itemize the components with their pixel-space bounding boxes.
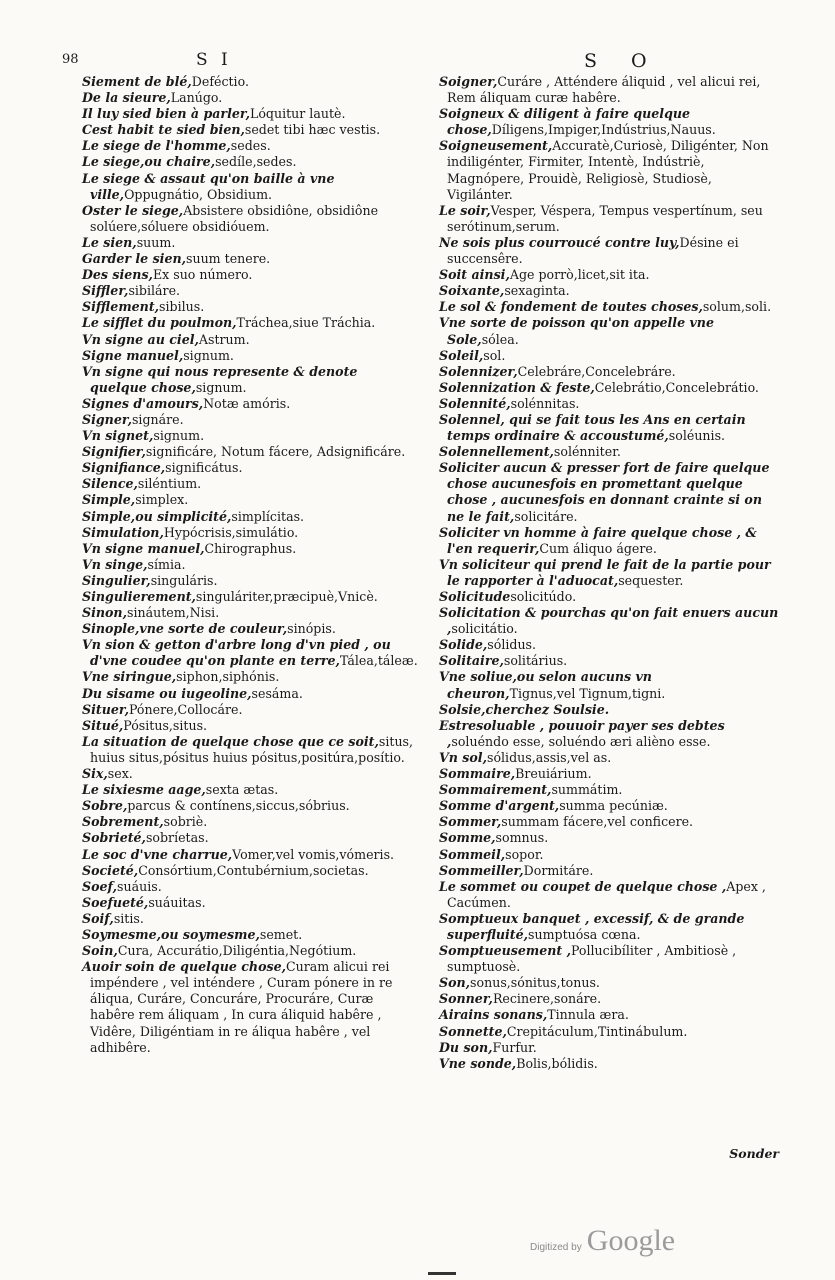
- latin-gloss: sólidus.: [487, 637, 537, 653]
- latin-gloss: sobriè.: [163, 814, 208, 830]
- dictionary-entry: [439, 830, 779, 846]
- latin-gloss: Tignus,vel Tignum,tigni.: [509, 685, 666, 701]
- french-headword: Sommeil,: [439, 846, 506, 862]
- latin-gloss: summátim.: [551, 782, 623, 798]
- latin-gloss: signum.: [195, 379, 247, 395]
- french-headword: Solide,: [439, 637, 488, 653]
- french-headword: Soigneux & diligent à faire quelque chose,: [439, 106, 691, 138]
- dictionary-entry: [82, 203, 418, 235]
- latin-gloss: siphon,siphónis.: [176, 669, 280, 685]
- dictionary-entry: [439, 750, 779, 766]
- latin-gloss: soléunis.: [668, 428, 726, 444]
- latin-gloss: sólidus,assis,vel as.: [486, 749, 612, 765]
- french-headword: Soit ainsi,: [439, 267, 510, 283]
- dictionary-entry: [439, 557, 779, 589]
- french-headword: Vn sol,: [439, 749, 487, 765]
- latin-gloss: summa pecúniæ.: [559, 798, 668, 814]
- french-headword: Signe manuel,: [82, 347, 184, 363]
- latin-gloss: Accuratè,Curiosè, Diligénter, Non indiligénter, Firmiter, Intentè, Indústriè, Magnópere, Prouidè, Religiosè, Studiosè, Vigilánter.: [447, 138, 769, 202]
- french-headword: Le sifflet du poulmon,: [82, 315, 237, 331]
- french-headword: La situation de quelque chose que ce soit,: [82, 733, 379, 749]
- latin-gloss: Ex suo número.: [152, 267, 253, 283]
- latin-gloss: Pollucibíliter , Ambitiosè , sumptuosè.: [447, 943, 737, 975]
- latin-gloss: sonus,sónitus,tonus.: [470, 975, 600, 991]
- french-headword: Sifflement,: [82, 299, 160, 315]
- french-headword: Six,: [82, 766, 108, 782]
- dictionary-entry: [82, 283, 418, 299]
- latin-gloss: semet.: [259, 926, 303, 942]
- dictionary-entry: [82, 589, 418, 605]
- dictionary-entry: [82, 702, 418, 718]
- latin-gloss: Tinnula æra.: [547, 1007, 629, 1023]
- french-headword: Vne sonde,: [439, 1055, 517, 1071]
- latin-gloss: Désine ei succensêre.: [447, 234, 739, 267]
- dictionary-entry: [82, 364, 418, 396]
- dictionary-entry: [439, 364, 779, 380]
- french-headword: Soin,: [82, 943, 118, 959]
- french-headword: Situé,: [82, 717, 124, 733]
- digitized-watermark: [530, 1224, 675, 1258]
- latin-gloss: Furfur.: [492, 1039, 537, 1055]
- dictionary-entry: [82, 766, 418, 782]
- french-headword: Sobrement,: [82, 814, 164, 830]
- french-headword: Vn singe,: [82, 556, 148, 572]
- dictionary-entry: [82, 348, 418, 364]
- latin-gloss: sumptuósa cœna.: [528, 926, 641, 942]
- dictionary-entry: [439, 444, 779, 460]
- dictionary-entry: [82, 171, 418, 203]
- french-headword: Sinon,: [82, 605, 127, 621]
- running-head-left: S I: [196, 50, 232, 70]
- dictionary-entry: [439, 267, 779, 283]
- dictionary-entry: [439, 637, 779, 653]
- french-headword: Sonnette,: [439, 1023, 507, 1039]
- latin-gloss: sopor.: [505, 846, 544, 862]
- latin-gloss: Breuiárium.: [515, 766, 592, 782]
- dictionary-entry: [439, 299, 779, 315]
- french-headword: Vn signe qui nous represente & denote quelque chose,: [82, 363, 358, 395]
- running-head-right: S O: [584, 50, 661, 72]
- french-headword: Sobre,: [82, 798, 128, 814]
- french-headword: Signes d'amours,: [82, 395, 204, 411]
- french-headword: Soif,: [82, 910, 114, 926]
- french-headword: Vne sorte de poisson qu'on appelle vne Sole,: [439, 315, 714, 347]
- latin-gloss: Cum áliquo ágere.: [539, 540, 657, 556]
- dictionary-entry: [82, 573, 418, 589]
- latin-gloss: sedet tibi hæc vestis.: [244, 122, 381, 138]
- latin-gloss: sobríetas.: [145, 830, 209, 846]
- digitized-prefix: Digitized by: [530, 1242, 582, 1253]
- dictionary-entry: [82, 138, 418, 154]
- french-headword: Situer,: [82, 701, 129, 717]
- latin-gloss: siléntium.: [137, 476, 202, 492]
- dictionary-entry: [82, 927, 418, 943]
- latin-gloss: sólea.: [481, 331, 519, 347]
- dictionary-entry: [82, 460, 418, 476]
- latin-gloss: Apex , Cacúmen.: [447, 878, 766, 910]
- french-headword: Simple,: [82, 492, 136, 508]
- dictionary-entry: [439, 847, 779, 863]
- latin-gloss: signum.: [153, 428, 205, 444]
- dictionary-entry: [439, 943, 779, 975]
- french-headword: Soigner,: [439, 74, 498, 89]
- dictionary-entry: [439, 911, 779, 943]
- french-headword: Sommeiller,: [439, 862, 524, 878]
- dictionary-entry: [439, 669, 779, 701]
- french-headword: Le siege de l'homme,: [82, 138, 231, 154]
- french-headword: Signifiance,: [82, 460, 166, 476]
- french-headword: Auoir soin de quelque chose,: [82, 959, 286, 975]
- right-column: [439, 74, 779, 1072]
- dictionary-entry: [82, 122, 418, 138]
- dictionary-entry: [439, 782, 779, 798]
- dictionary-entry: [82, 428, 418, 444]
- dictionary-entry: [82, 782, 418, 798]
- french-headword: Le siege & assaut qu'on baille à vne ville,: [82, 170, 335, 202]
- latin-gloss: Astrum.: [198, 331, 250, 347]
- dictionary-entry: [82, 911, 418, 927]
- latin-gloss: Absistere obsidiône, obsidiône solúere,sóluere obsidióuem.: [90, 202, 379, 234]
- french-headword: Solennizer,: [439, 363, 518, 379]
- dictionary-entry: [82, 396, 418, 412]
- dictionary-entry: [82, 959, 418, 1056]
- dictionary-entry: [82, 895, 418, 911]
- french-headword: Il luy sied bien à parler,: [82, 106, 250, 122]
- french-headword: Du sisame ou iugeoline,: [82, 685, 252, 701]
- dictionary-entry: [82, 686, 418, 702]
- french-headword: Solennité,: [439, 395, 511, 411]
- latin-gloss: parcus & contínens,siccus,sóbrius.: [127, 798, 350, 814]
- latin-gloss: solitárius.: [503, 653, 568, 669]
- dictionary-entry: [82, 814, 418, 830]
- french-headword: Son,: [439, 975, 471, 991]
- latin-gloss: sibilus.: [159, 299, 205, 315]
- french-headword: Simulation,: [82, 524, 164, 540]
- latin-gloss: solicitátio.: [451, 621, 518, 637]
- french-headword: Du son,: [439, 1039, 493, 1055]
- dictionary-entry: [82, 863, 418, 879]
- latin-gloss: summam fácere,vel conficere.: [501, 814, 694, 830]
- french-headword: Solennel, qui se fait tous les Ans en certain temps ordinaire & accoustumé,: [439, 411, 746, 444]
- latin-gloss: soluéndo esse, soluéndo æri alièno esse.: [451, 733, 711, 749]
- french-headword: Sommairement,: [439, 782, 552, 798]
- french-headword: Soef,: [82, 878, 118, 894]
- french-headword: Soigneusement,: [439, 138, 553, 154]
- ink-smudge: [428, 1272, 456, 1275]
- dictionary-entry: [439, 1056, 779, 1072]
- latin-gloss: Chirographus.: [204, 540, 297, 556]
- latin-gloss: Lóquitur lautè.: [249, 106, 346, 122]
- dictionary-entry: [82, 235, 418, 251]
- dictionary-entry: [82, 299, 418, 315]
- dictionary-entry: [82, 444, 418, 460]
- latin-gloss: Celebrátio,Concelebrátio.: [594, 379, 759, 395]
- latin-gloss: Hypócrisis,simulátio.: [163, 524, 299, 540]
- left-column: [82, 74, 418, 1056]
- french-headword: Solitaire,: [439, 653, 504, 669]
- latin-gloss: somnus.: [495, 830, 549, 846]
- dictionary-entry: [439, 315, 779, 347]
- french-headword: Soixante,: [439, 283, 505, 299]
- dictionary-entry: [439, 653, 779, 669]
- dictionary-entry: [439, 702, 779, 718]
- dictionary-entry: [82, 847, 418, 863]
- dictionary-entry: [439, 1007, 779, 1023]
- latin-gloss: Consórtium,Contubérnium,societas.: [138, 862, 369, 878]
- dictionary-entry: [82, 605, 418, 621]
- dictionary-entry: [439, 605, 779, 637]
- dictionary-entry: [439, 283, 779, 299]
- french-headword: Garder le sien,: [82, 251, 186, 267]
- latin-gloss: Curáre , Atténdere áliquid , vel alicui rei, Rem áliquam curæ habêre.: [447, 74, 761, 106]
- french-headword: Sobrieté,: [82, 830, 146, 846]
- dictionary-entry: [82, 879, 418, 895]
- latin-gloss: Pónere,Collocáre.: [128, 701, 243, 717]
- dictionary-entry: [82, 315, 418, 331]
- dictionary-entry: [82, 734, 418, 766]
- french-headword: Solsie,cherchez Soulsie.: [439, 701, 610, 717]
- dictionary-entry: [439, 380, 779, 396]
- latin-gloss: sedíle,sedes.: [215, 154, 297, 170]
- latin-gloss: símia.: [147, 556, 186, 572]
- dictionary-entry: [439, 991, 779, 1007]
- latin-gloss: significáre, Notum fácere, Adsignificáre.: [145, 444, 406, 460]
- latin-gloss: Pósitus,situs.: [123, 717, 208, 733]
- latin-gloss: Bolis,bólidis.: [516, 1055, 598, 1071]
- latin-gloss: suum.: [136, 234, 176, 250]
- french-headword: Soefueté,: [82, 894, 149, 910]
- french-headword: Estresoluable , pouuoir payer ses debtes ,: [439, 717, 725, 749]
- latin-gloss: significátus.: [165, 460, 243, 476]
- french-headword: Le sien,: [82, 234, 137, 250]
- latin-gloss: solicitúdo.: [510, 589, 577, 604]
- latin-gloss: solicitáre.: [514, 508, 578, 524]
- latin-gloss: sinópis.: [287, 621, 336, 637]
- french-headword: Sonner,: [439, 991, 493, 1007]
- latin-gloss: Recinere,sonáre.: [492, 991, 602, 1007]
- french-headword: Soleil,: [439, 347, 484, 363]
- latin-gloss: simplícitas.: [231, 508, 305, 524]
- latin-gloss: Díligens,Impiger,Indústrius,Nauus.: [491, 122, 716, 138]
- dictionary-entry: [439, 814, 779, 830]
- latin-gloss: solénniter.: [553, 444, 621, 460]
- dictionary-entry: [82, 267, 418, 283]
- dictionary-entry: [82, 492, 418, 508]
- latin-gloss: situs, huius situs,pósitus huius pósitus,positúra,posítio.: [90, 733, 414, 765]
- french-headword: Solicitation & pourchas qu'on fait enuers aucun ,: [439, 605, 779, 637]
- dictionary-entry: [82, 509, 418, 525]
- latin-gloss: sex.: [107, 766, 133, 782]
- french-headword: Silence,: [82, 476, 138, 492]
- latin-gloss: singuláris.: [150, 572, 218, 588]
- french-headword: Siffler,: [82, 283, 129, 299]
- latin-gloss: suáuitas.: [148, 894, 206, 910]
- french-headword: De la sieure,: [82, 90, 171, 106]
- french-headword: Soymesme,ou soymesme,: [82, 926, 260, 942]
- latin-gloss: sedes.: [230, 138, 271, 154]
- french-headword: Vn sion & getton d'arbre long d'vn pied , ou d'vne coudee qu'on plante en terre,: [82, 637, 391, 669]
- french-headword: Le siege,ou chaire,: [82, 154, 216, 170]
- dictionary-entry: [82, 798, 418, 814]
- dictionary-entry: [82, 251, 418, 267]
- latin-gloss: sexaginta.: [504, 283, 570, 299]
- latin-gloss: Curam alicui rei impéndere , vel inténdere , Curam pónere in re áliqua, Curáre, Concuráre, Procuráre, Curæ habêre rem áliquam , In cura áliquid habêre , Vidêre, Diligéntiam in re áliqua habêre , vel adhibêre.: [90, 959, 393, 1055]
- dictionary-entry: [82, 106, 418, 122]
- latin-gloss: sequester.: [618, 572, 684, 588]
- french-headword: Le sixiesme aage,: [82, 782, 206, 798]
- french-headword: Vne siringue,: [82, 669, 177, 685]
- french-headword: Signifier,: [82, 444, 146, 460]
- latin-gloss: Vesper, Véspera, Tempus vespertínum, seu serótinum,serum.: [447, 202, 763, 234]
- french-headword: Somme,: [439, 830, 496, 846]
- latin-gloss: Notæ amóris.: [203, 395, 291, 411]
- dictionary-entry: [82, 332, 418, 348]
- french-headword: Cest habit te sied bien,: [82, 122, 245, 138]
- dictionary-entry: [439, 138, 779, 202]
- dictionary-entry: [82, 74, 418, 90]
- french-headword: Sommaire,: [439, 766, 516, 782]
- latin-gloss: simplex.: [135, 492, 189, 508]
- latin-gloss: sexta ætas.: [205, 782, 279, 798]
- latin-gloss: solénnitas.: [510, 395, 580, 411]
- french-headword: Siement de blé,: [82, 74, 192, 89]
- dictionary-entry: [439, 1040, 779, 1056]
- french-headword: Somme d'argent,: [439, 798, 560, 814]
- dictionary-entry: [82, 412, 418, 428]
- dictionary-entry: [82, 541, 418, 557]
- latin-gloss: Tálea,táleæ.: [339, 653, 418, 669]
- french-headword: Simple,ou simplicité,: [82, 508, 232, 524]
- french-headword: Sommer,: [439, 814, 502, 830]
- latin-gloss: Deféctio.: [191, 74, 249, 89]
- dictionary-entry: [82, 476, 418, 492]
- french-headword: Singulierement,: [82, 589, 196, 604]
- dictionary-entry: [82, 557, 418, 573]
- latin-gloss: Age porrò,licet,sit ita.: [509, 267, 650, 283]
- dictionary-entry: [439, 863, 779, 879]
- latin-gloss: sesáma.: [251, 685, 303, 701]
- dictionary-entry: [82, 669, 418, 685]
- dictionary-entry: [439, 525, 779, 557]
- catchword: Sonder: [729, 1146, 779, 1161]
- french-headword: Soliciter aucun & presser fort de faire quelque chose aucunesfois en promettant quelque chose , aucunesfois en donnant crainte si on ne le fait,: [439, 460, 770, 524]
- french-headword: Singulier,: [82, 572, 151, 588]
- dictionary-entry: [439, 348, 779, 364]
- french-headword: Solicitude: [439, 589, 511, 604]
- french-headword: Somptueux banquet , excessif, & de grande superfluité,: [439, 910, 745, 942]
- latin-gloss: Celebráre,Concelebráre.: [517, 363, 676, 379]
- french-headword: Ne sois plus courroucé contre luy,: [439, 234, 680, 250]
- french-headword: Vn soliciteur qui prend le fait de la partie pour le rapporter à l'aduocat,: [439, 556, 771, 588]
- latin-gloss: suum tenere.: [186, 251, 271, 267]
- latin-gloss: sibiláre.: [128, 283, 181, 299]
- dictionary-entry: [82, 830, 418, 846]
- dictionary-entry: [439, 106, 779, 138]
- dictionary-entry: [82, 637, 418, 669]
- french-headword: Vne soliue,ou selon aucuns vn cheuron,: [439, 669, 652, 701]
- dictionary-entry: [439, 235, 779, 267]
- latin-gloss: Dormitáre.: [523, 862, 594, 878]
- dictionary-entry: [439, 74, 779, 106]
- latin-gloss: Crepitáculum,Tintinábulum.: [506, 1023, 688, 1039]
- dictionary-entry: [439, 1024, 779, 1040]
- latin-gloss: signáre.: [131, 411, 184, 427]
- french-headword: Oster le siege,: [82, 202, 184, 218]
- french-headword: Des siens,: [82, 267, 153, 283]
- dictionary-entry: [439, 766, 779, 782]
- latin-gloss: sitis.: [113, 910, 144, 926]
- dictionary-entry: [82, 525, 418, 541]
- latin-gloss: signum.: [183, 347, 234, 363]
- french-headword: Le sol & fondement de toutes choses,: [439, 299, 703, 315]
- google-logo: Google: [586, 1224, 676, 1257]
- french-headword: Solennellement,: [439, 444, 554, 460]
- latin-gloss: sináutem,Nisi.: [126, 605, 220, 621]
- dictionary-entry: [439, 396, 779, 412]
- dictionary-entry: [82, 943, 418, 959]
- dictionary-entry: [439, 460, 779, 524]
- french-headword: Le soc d'vne charrue,: [82, 846, 233, 862]
- french-headword: Sinople,vne sorte de couleur,: [82, 621, 288, 637]
- dictionary-entry: [82, 718, 418, 734]
- dictionary-entry: [439, 718, 779, 750]
- dictionary-entry: [439, 798, 779, 814]
- french-headword: Le soir,: [439, 202, 491, 218]
- french-headword: Le sommet ou coupet de quelque chose ,: [439, 878, 727, 894]
- latin-gloss: Cura, Accurátio,Diligéntia,Negótium.: [117, 943, 357, 959]
- latin-gloss: suáuis.: [117, 878, 162, 894]
- latin-gloss: Tráchea,siue Tráchia.: [236, 315, 376, 331]
- latin-gloss: Vomer,vel vomis,vómeris.: [232, 846, 395, 862]
- french-headword: Somptueusement ,: [439, 943, 571, 959]
- french-headword: Soliciter vn homme à faire quelque chose , & l'en requerir,: [439, 524, 757, 556]
- latin-gloss: Lanúgo.: [170, 90, 223, 106]
- dictionary-entry: [439, 412, 779, 444]
- french-headword: Societé,: [82, 862, 139, 878]
- dictionary-entry: [439, 203, 779, 235]
- latin-gloss: sol.: [483, 347, 506, 363]
- page-number: 98: [62, 52, 79, 67]
- french-headword: Signer,: [82, 411, 132, 427]
- latin-gloss: solum,soli.: [702, 299, 772, 315]
- dictionary-entry: [439, 879, 779, 911]
- french-headword: Airains sonans,: [439, 1007, 548, 1023]
- latin-gloss: Oppugnátio, Obsidium.: [124, 186, 273, 202]
- dictionary-entry: [439, 975, 779, 991]
- french-headword: Vn signe manuel,: [82, 540, 205, 556]
- french-headword: Vn signe au ciel,: [82, 331, 199, 347]
- dictionary-entry: [82, 621, 418, 637]
- dictionary-entry: [439, 589, 779, 605]
- french-headword: Solennization & feste,: [439, 379, 595, 395]
- dictionary-entry: [82, 154, 418, 170]
- dictionary-entry: [82, 90, 418, 106]
- latin-gloss: singuláriter,præcipuè,Vnicè.: [195, 589, 378, 604]
- french-headword: Vn signet,: [82, 428, 154, 444]
